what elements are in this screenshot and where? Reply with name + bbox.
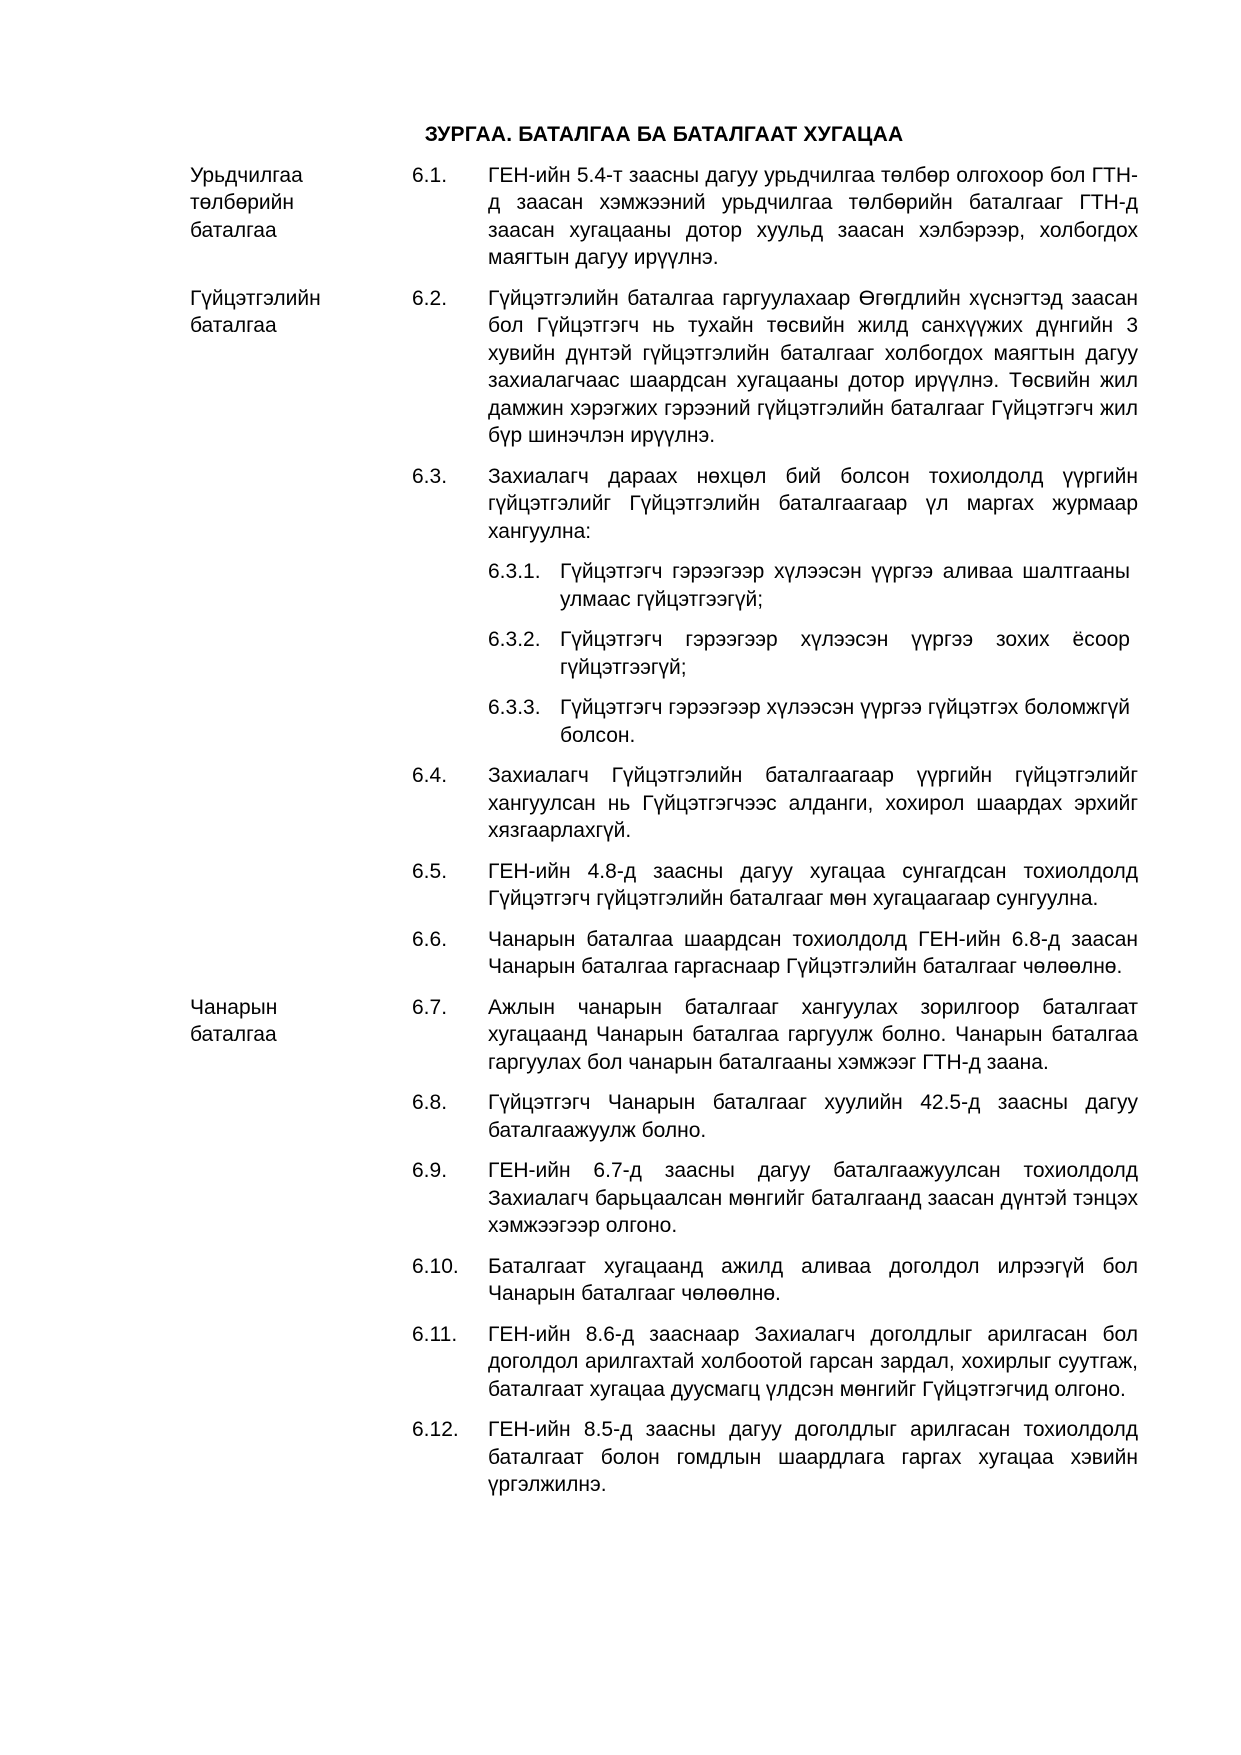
subclause-text: Гүйцэтгэгч гэрээгээр хүлээсэн үүргээ аливаа шалтгааны улмаас гүйцэтгээгүй; bbox=[560, 560, 1130, 611]
subclause-text: Гүйцэтгэгч гэрээгээр хүлээсэн үүргээ зохих ёсоор гүйцэтгээгүй; bbox=[560, 628, 1130, 679]
subclause-number: 6.3.3. bbox=[488, 696, 541, 719]
clause-number: 6.6. bbox=[412, 927, 448, 951]
subclause-text: Гүйцэтгэгч гэрээгээр хүлээсэн үүргээ гүйцэтгэх боломжгүй болсон. bbox=[560, 696, 1130, 747]
clause-row-6-7 bbox=[190, 994, 1138, 1077]
clause-row-6-2 bbox=[190, 285, 1138, 450]
clause-row-6-11 bbox=[190, 1321, 1138, 1404]
subclause-number: 6.3.2. bbox=[488, 628, 541, 651]
subclause-number: 6.3.1. bbox=[488, 560, 541, 583]
clause-number: 6.7. bbox=[412, 995, 448, 1019]
clause-number: 6.1. bbox=[412, 163, 448, 187]
clause-row-6-9 bbox=[190, 1157, 1138, 1240]
subclause-row-6-3-1 bbox=[488, 558, 1138, 613]
clause-text: ГЕН-ийн 6.7-д заасны дагуу баталгаажуулсан тохиолдолд Захиалагч барьцаалсан мөнгийг баталгаанд заасан дүнтэй тэнцэх хэмжээгээр олгоно. bbox=[488, 1159, 1138, 1237]
clause-row-6-3 bbox=[190, 463, 1138, 546]
clause-number: 6.11. bbox=[412, 1322, 458, 1346]
clause-number: 6.8. bbox=[412, 1091, 448, 1114]
clause-text: ГЕН-ийн 8.5-д заасны дагуу доголдлыг арилгасан тохиолдолд баталгаат болон гомдлын шаардлага гаргах хугацаа хэвийн үргэлжилнэ. bbox=[488, 1418, 1138, 1496]
section-title: ЗУРГАА. БАТАЛГАА БА БАТАЛГААТ ХУГАЦАА bbox=[424, 123, 904, 146]
clause-number: 6.4. bbox=[412, 764, 448, 787]
clause-text: Чанарын баталгаа шаардсан тохиолдолд ГЕН-ийн 6.8-д заасан Чанарын баталгаа гаргаснаар Гүйцэтгэлийн баталгааг чөлөөлнө. bbox=[488, 927, 1138, 978]
side-label-quality-guarantee: Чанарын баталгаа bbox=[190, 995, 278, 1046]
subclause-row-6-3-2 bbox=[488, 626, 1138, 681]
document-body bbox=[190, 121, 1138, 1512]
side-label-advance-payment-guarantee: Урьдчилгаа төлбөрийн баталгаа bbox=[190, 163, 303, 242]
clause-text: ГЕН-ийн 4.8-д заасны дагуу хугацаа сунгагдсан тохиолдолд Гүйцэтгэгч гүйцэтгэлийн баталгааг мөн хугацаагаар сунгуулна. bbox=[488, 859, 1138, 910]
side-label-performance-guarantee: Гүйцэтгэлийн баталгаа bbox=[190, 286, 321, 337]
clause-number: 6.3. bbox=[412, 464, 448, 488]
clause-text: Баталгаат хугацаанд ажилд аливаа доголдол илрээгүй бол Чанарын баталгааг чөлөөлнө. bbox=[488, 1254, 1138, 1305]
clause-row-6-5 bbox=[190, 858, 1138, 913]
clause-row-6-6 bbox=[190, 926, 1138, 981]
clause-row-6-1 bbox=[190, 162, 1138, 272]
clause-number: 6.9. bbox=[412, 1159, 448, 1182]
clause-text: Гүйцэтгэгч Чанарын баталгааг хуулийн 42.5-д заасны дагуу баталгаажуулж болно. bbox=[488, 1091, 1138, 1142]
clause-text: Ажлын чанарын баталгааг хангуулах зорилгоор баталгаат хугацаанд Чанарын баталгаа гаргуулж болно. Чанарын баталгаа гаргуулах бол чанарын баталгааны хэмжээг ГТН-д заана. bbox=[488, 995, 1138, 1074]
clause-text: ГЕН-ийн 5.4-т заасны дагуу урьдчилгаа төлбөр олгохоор бол ГТН-д заасан хэмжээний урьдчилгаа төлбөрийн баталгааг ГТН-д заасан хугацааны дотор хуульд заасан хэлбэрээр, холбогдох маягтын дагуу ирүүлнэ. bbox=[488, 163, 1138, 269]
clause-row-6-8 bbox=[190, 1089, 1138, 1144]
clause-row-6-10 bbox=[190, 1253, 1138, 1308]
clause-number: 6.5. bbox=[412, 859, 448, 883]
clause-text: ГЕН-ийн 8.6-д зааснаар Захиалагч доголдлыг арилгасан бол доголдол арилгахтай холбоотой гарсан зардал, хохирлыг суутгаж, баталгаат хугацаа дуусмагц үлдсэн мөнгийг Гүйцэтгэгчид олгоно. bbox=[488, 1322, 1138, 1401]
clause-number: 6.12. bbox=[412, 1418, 459, 1441]
subclause-row-6-3-3 bbox=[488, 694, 1138, 749]
clause-number: 6.2. bbox=[412, 286, 448, 310]
clause-text: Захиалагч Гүйцэтгэлийн баталгаагаар үүргийн гүйцэтгэлийг хангуулсан нь Гүйцэтгэгчээс алданги, хохирол шаардах эрхийг хязгаарлахгүй. bbox=[488, 764, 1138, 842]
clause-number: 6.10. bbox=[412, 1254, 459, 1278]
clause-row-6-4 bbox=[190, 762, 1138, 845]
clause-text: Захиалагч дараах нөхцөл бий болсон тохиолдолд үүргийн гүйцэтгэлийг Гүйцэтгэлийн баталгаагаар үл маргах журмаар хангуулна: bbox=[488, 464, 1138, 543]
clause-text: Гүйцэтгэлийн баталгаа гаргуулахаар Өгөгдлийн хүснэгтэд заасан бол Гүйцэтгэгч нь тухайн төсвийн жилд санхүүжих дүнгийн 3 хувийн дүнтэй гүйцэтгэлийн баталгааг холбогдох маягтын дагуу захиалагчаас шаардсан хугацааны дотор ирүүлнэ. Төсвийн жил дамжин хэрэгжих гэрээний гүйцэтгэлийн баталгааг Гүйцэтгэгч жил бүр шинэчлэн ирүүлнэ. bbox=[488, 286, 1138, 447]
clause-row-6-12 bbox=[190, 1416, 1138, 1499]
